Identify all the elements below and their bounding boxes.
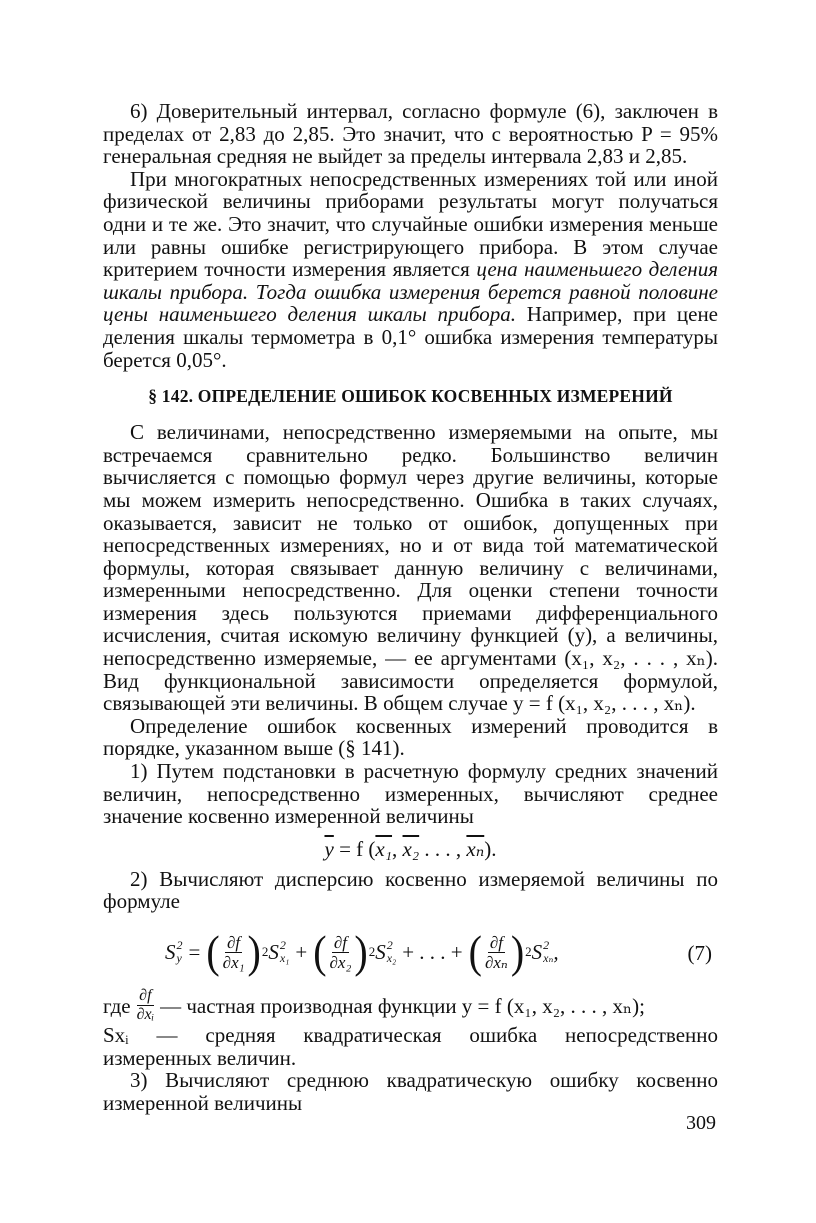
fraction-df-dxi: $\frac{\partial f}{\text{∂xᵢ}}$ xyxy=(136,987,155,1023)
repeated-text-a: При многократных непосредственных измерениях той или иной физической величины приборами результаты могут получаться одни и те же. Это значит, что случайные ошибки измерения меньше или равны ошибке регистрирующего прибора. В этом случае критерием точности измерения является xyxy=(103,166,718,282)
paragraph-indirect-intro: С величинами, непосредственно измеряемыми на опыте, мы встречаемся сравнительно редко. Большинство величин вычисляется с помощью формул через другие величины, которые мы можем измерить непосредственно. Ошибка в таких случаях, оказывается, зависит не только от ошибок, допущенных при непосредственных измерениях, но и от вида той математической формулы, которая связывает данную величину с величинами, измеренными непосредственно. Для оценки степени точности измерения здесь пользуются приемами дифференциального исчисления, считая искомую величину функцией (y), а величины, непосредственно измеряемые, — ее аргументами (x₁, x₂, . . . , xₙ). Вид функциональной зависимости определяется формулой, связывающей эти величины. В общем случае y = f (x₁, x₂, . . . , xₙ). xyxy=(103,420,718,716)
where-std-error-line: Sxᵢ — средняя квадратическая ошибка непосредственно измеренных величин. xyxy=(103,1023,718,1070)
formula-mean-x1: x₁ xyxy=(375,836,393,861)
fraction-df-dxn: $\frac{\partial f}{\text{∂xₙ}}$ xyxy=(484,932,508,972)
where-word: где xyxy=(103,993,131,1018)
paragraph-step-2: 2) Вычисляют дисперсию косвенно измеряемой величины по формуле xyxy=(103,866,718,914)
formula-mean-value: $\overline{y} = f$ (x₁, x₂ . . . , $\overline{x_n}$). xyxy=(324,836,497,861)
variance-lhs-sup: 2 xyxy=(176,938,183,952)
paragraph-order: Определение ошибок косвенных измерений проводится в порядке, указанном выше (§ 141). xyxy=(103,713,718,761)
where-text: — частная производная функции y = f (x₁, x₂, . . . , xₙ); xyxy=(160,993,645,1018)
formula-mean-dots: . . . , xyxy=(419,836,462,861)
paragraph-repeated-measurements xyxy=(103,168,718,371)
formula-mean-x2: x₂ xyxy=(402,836,420,861)
variance-eq-sign: = xyxy=(188,939,201,964)
paragraph-step-1: 1) Путем подстановки в расчетную формулу средних значений величин, непосредственно измеренных, вычисляют среднее значение косвенно измеренной величины xyxy=(103,759,718,829)
variance-lhs-sub: y xyxy=(176,951,182,965)
repeated-text-italic: цена наименьшего деления шкалы прибора. Тогда ошибка измерения берется равной половине цены наименьшего деления шкалы прибора. xyxy=(103,257,718,327)
formula-variance: S 2 y = ( $\frac{\partial f}{\text{∂x₁}}$ ) 2 S 2 x₁ + ( $\frac{\partial f}{\text{∂x₂}}$ ) 2 S 2 x₂ + . . . + ( $\frac{\partial f}{\text{∂xₙ}}$ ) 2 S 2 xₙ , (7) xyxy=(165,925,712,978)
paragraph-confidence-interval: 6) Доверительный интервал, согласно формуле (6), заключен в пределах от 2,83 до 2,85. Это значит, что с вероятностью P = 95% генеральная средняя не выйдет за пределы интервала 2,83 и 2,85. xyxy=(103,99,718,169)
paragraph-step-3: 3) Вычисляют среднюю квадратическую ошибку косвенно измеренной величины xyxy=(103,1068,718,1115)
equation-number: (7) xyxy=(687,941,712,965)
fraction-df-dx1: $\frac{\partial f}{\text{∂x₁}}$ xyxy=(222,932,245,972)
formula-mean-close: ). xyxy=(484,836,497,861)
where-partial-derivative xyxy=(103,987,718,1024)
variance-lhs: S xyxy=(165,939,176,964)
variance-dots: + . . . + xyxy=(402,939,463,964)
fraction-df-dx2: $\frac{\partial f}{\text{∂x₂}}$ xyxy=(329,932,352,972)
variance-plus: + xyxy=(295,939,308,964)
section-heading: § 142. ОПРЕДЕЛЕНИЕ ОШИБОК КОСВЕННЫХ ИЗМЕРЕНИЙ xyxy=(148,386,673,407)
formula-mean-xn: $\overline{x_n}$ xyxy=(466,836,485,861)
formula-mean-eq: = f ( xyxy=(333,836,376,861)
formula-mean-y: $\overline{y}$ xyxy=(324,836,334,861)
repeated-text-c: Например, при цене деления шкалы термометра в 0,1° ошибка измерения температуры берется 0,05°. xyxy=(103,302,718,372)
page-number: 309 xyxy=(686,1112,716,1134)
